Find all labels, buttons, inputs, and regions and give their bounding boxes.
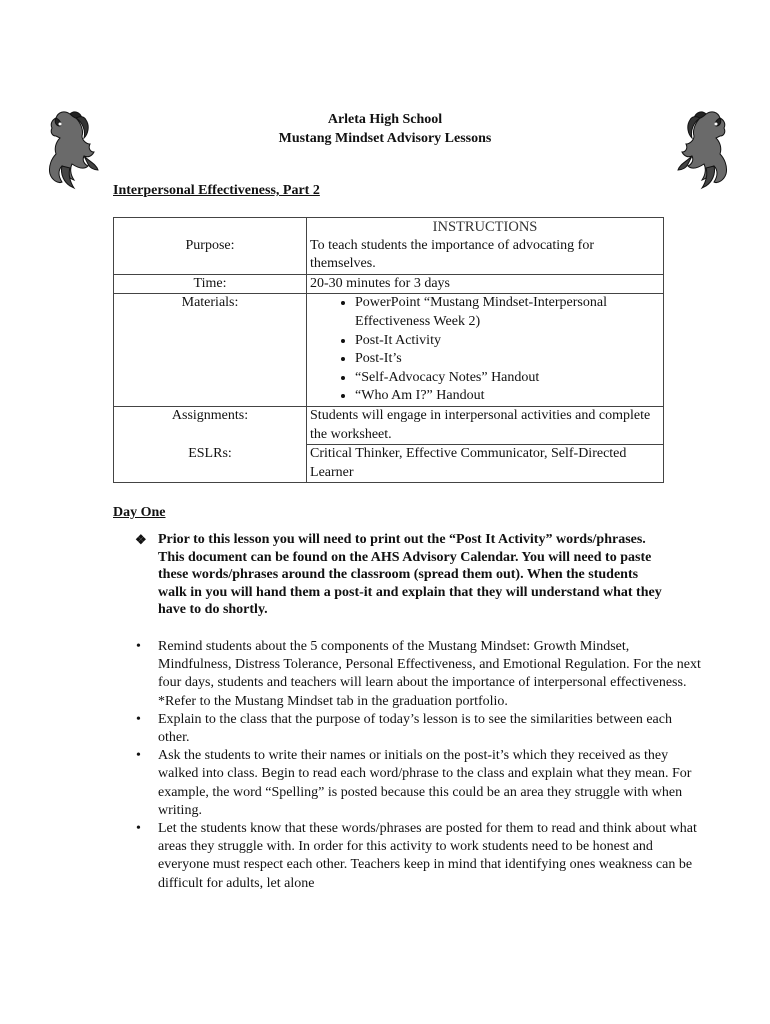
purpose-label-cell xyxy=(114,218,307,275)
list-item: • Post-It Activity xyxy=(355,332,660,351)
assignments-label: Assignments: xyxy=(171,407,249,423)
materials-value-cell xyxy=(307,294,664,407)
list-item: • PowerPoint “Mustang Mindset-Interpersonal Effectiveness Week 2) xyxy=(355,294,660,331)
lesson-info-table xyxy=(113,217,664,483)
step-text: Let the students know that these words/phrases are posted for them to read and think about what areas they struggle with. In order for this activity to work students need to be honest and everyone must respect each other. Teachers keep in mind that identifying ones weakness can be difficult for adults, let alone xyxy=(158,821,697,891)
assignments-label-cell xyxy=(114,406,307,444)
table-row xyxy=(114,406,664,444)
assignments-value-cell xyxy=(307,406,664,444)
day-one-title: Day One xyxy=(113,505,166,520)
table-row xyxy=(114,294,664,407)
step-text: Explain to the class that the purpose of today’s lesson is to see the similarities between each other. xyxy=(158,711,672,746)
list-item xyxy=(136,820,703,893)
list-item: • “Who Am I?” Handout xyxy=(355,387,660,406)
eslrs-label-cell xyxy=(114,445,307,483)
list-item: • Post-It’s xyxy=(355,350,660,369)
document-subtitle: Mustang Mindset Advisory Lessons xyxy=(278,131,492,146)
list-item xyxy=(136,711,703,747)
purpose-label: Purpose: xyxy=(185,237,235,253)
step-text: Remind students about the 5 components of the Mustang Mindset: Growth Mindset, Mindfulness, Distress Tolerance, Personal Effectiveness, and Emotional Regulation. For the next four days, students and teachers will learn about the importance of interpersonal effectiveness. *Refer to the Mustang Mindset tab in the graduation portfolio. xyxy=(158,639,701,709)
bullet-icon: • xyxy=(136,711,141,727)
page-header xyxy=(0,110,770,148)
school-name: Arleta High School xyxy=(327,112,443,127)
prior-note-text: Prior to this lesson you will need to print out the “Post It Activity” words/phrases. This document can be found on the AHS Advisory Calendar. You will need to paste these words/phrases around the classroom (spread them out). When the students walk in you will hand them a post-it and explain that they will understand what they have to do shortly. xyxy=(158,532,662,618)
table-row xyxy=(114,218,664,275)
section-title: Interpersonal Effectiveness, Part 2 xyxy=(113,183,320,198)
eslrs-value: Critical Thinker, Effective Communicator, Self-Directed Learner xyxy=(310,446,627,480)
assignments-value: Students will engage in interpersonal activities and complete the worksheet. xyxy=(310,407,651,442)
bullet-icon: • xyxy=(136,821,141,837)
list-item xyxy=(136,747,703,820)
time-value: 20-30 minutes for 3 days xyxy=(310,275,450,291)
table-row xyxy=(114,274,664,294)
list-item xyxy=(136,638,703,711)
day-one-steps xyxy=(113,638,703,893)
time-label-cell xyxy=(114,274,307,294)
materials-label-cell xyxy=(114,294,307,407)
instructions-header: INSTRUCTIONS xyxy=(432,219,538,235)
time-label: Time: xyxy=(193,275,227,291)
bullet-icon: • xyxy=(136,639,141,654)
purpose-value-cell xyxy=(307,218,664,275)
eslrs-value-cell xyxy=(307,445,664,483)
step-text: Ask the students to write their names or initials on the post-it’s which they received as they walked into class. Begin to read each word/phrase to the class and explain what they mean. For example, the word “Spelling” is posted because this could be an area they struggle with when writing. xyxy=(158,748,692,818)
purpose-value: To teach students the importance of advocating for themselves. xyxy=(310,237,594,272)
table-row xyxy=(114,445,664,483)
diamond-bullet-icon: ❖ xyxy=(135,532,147,547)
eslrs-label: ESLRs: xyxy=(188,445,232,461)
bullet-icon: • xyxy=(136,748,141,764)
materials-label: Materials: xyxy=(181,295,239,311)
list-item: • “Self-Advocacy Notes” Handout xyxy=(355,369,660,388)
materials-list xyxy=(310,294,660,406)
time-value-cell xyxy=(307,274,664,294)
prior-note xyxy=(135,531,665,619)
